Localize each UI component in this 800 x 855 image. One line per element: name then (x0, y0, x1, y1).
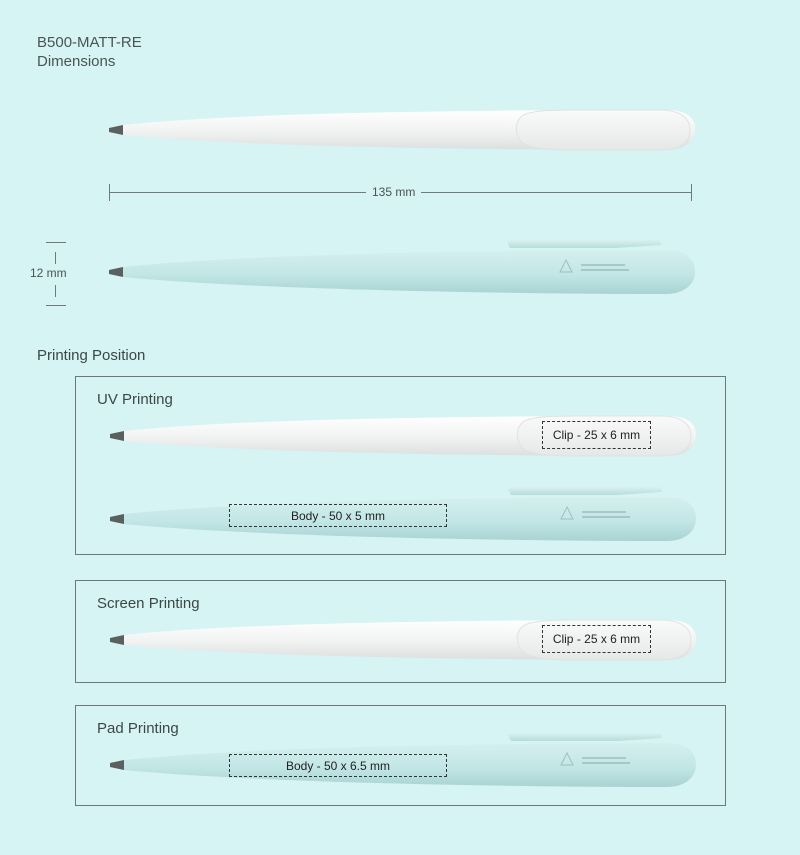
pen-mint-side-view (105, 236, 700, 300)
diameter-line-top (55, 252, 56, 264)
uv-printing-box (75, 376, 726, 555)
length-label: 135 mm (366, 185, 421, 199)
pad-printing-title: Pad Printing (97, 720, 179, 737)
uv-clip-print-area: Clip - 25 x 6 mm (542, 421, 651, 449)
diameter-tick-bottom (46, 305, 66, 306)
screen-printing-title: Screen Printing (97, 595, 200, 612)
screen-printing-box (75, 580, 726, 683)
printing-position-heading: Printing Position (37, 347, 146, 364)
dimensions-subtitle: Dimensions (37, 53, 116, 70)
diameter-tick-top (46, 242, 66, 243)
diameter-label: 12 mm (26, 266, 71, 280)
uv-body-print-area: Body - 50 x 5 mm (229, 504, 447, 527)
pad-printing-box (75, 705, 726, 806)
pad-body-print-area: Body - 50 x 6.5 mm (229, 754, 447, 777)
screen-clip-print-area: Clip - 25 x 6 mm (542, 625, 651, 653)
header (37, 33, 142, 71)
uv-printing-title: UV Printing (97, 391, 173, 408)
diameter-line-bottom (55, 285, 56, 297)
length-tick-right (691, 184, 692, 201)
pen-white-top-view (105, 108, 700, 158)
length-tick-left (109, 184, 110, 201)
model-title: B500-MATT-RE (37, 34, 142, 51)
